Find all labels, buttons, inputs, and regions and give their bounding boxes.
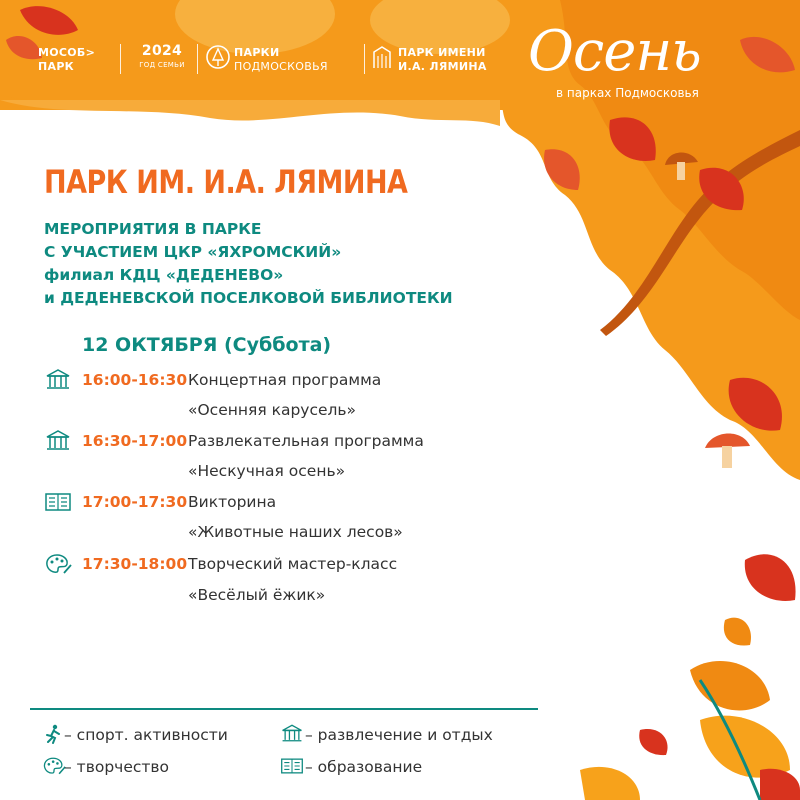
event-time: 17:00-17:30 bbox=[82, 493, 188, 511]
palette-icon bbox=[44, 553, 72, 575]
pine-icon bbox=[206, 44, 230, 72]
event-subtitle-name: «Осенняя карусель» bbox=[188, 401, 357, 419]
logo-park-lyamina bbox=[398, 46, 518, 74]
logo-lyamina-line2: И.А. ЛЯМИНА bbox=[398, 60, 487, 73]
subtitle-line: и ДЕДЕНЕВСКОЙ ПОСЕЛКОВОЙ БИБЛИОТЕКИ bbox=[44, 289, 453, 307]
logo-mosobl-line1: МОСОБ> bbox=[38, 46, 96, 59]
event-title: Концертная программа bbox=[188, 371, 382, 389]
logo-lyamina-line1: ПАРК ИМЕНИ bbox=[398, 46, 486, 59]
logo-mosobl-line2: ПАРК bbox=[38, 60, 74, 73]
event-subtitle-name: «Нескучная осень» bbox=[188, 462, 346, 480]
event-subtitle-name: «Весёлый ёжик» bbox=[188, 586, 326, 604]
logo-separator bbox=[197, 44, 198, 74]
carousel-icon bbox=[44, 368, 72, 390]
logo-parks-line2: ПОДМОСКОВЬЯ bbox=[234, 60, 328, 73]
logo-year-line1: 2024 bbox=[141, 43, 183, 59]
logo-year-line2: ГОД СЕМЬИ bbox=[139, 61, 185, 69]
park-gate-icon bbox=[372, 44, 392, 72]
event-subtitle-name: «Животные наших лесов» bbox=[188, 523, 403, 541]
logo-parks-podmoskovya bbox=[234, 46, 354, 74]
brand-subtitle: в парках Подмосковья bbox=[556, 86, 699, 100]
palette-icon bbox=[42, 756, 66, 776]
carousel-icon bbox=[44, 429, 72, 451]
legend-divider bbox=[30, 708, 538, 710]
legend-label-education: – образование bbox=[305, 758, 423, 776]
logo-separator bbox=[120, 44, 121, 74]
brand-title: Осень bbox=[528, 19, 701, 84]
event-time: 16:00-16:30 bbox=[82, 371, 188, 389]
legend-label-creativity: – творчество bbox=[64, 758, 170, 776]
logo-year-of-family bbox=[132, 44, 192, 72]
legend-label-entertainment: – развлечение и отдых bbox=[305, 726, 493, 744]
legend-label-sport: – спорт. активности bbox=[64, 726, 228, 744]
runner-icon bbox=[42, 724, 66, 744]
logo-mosobl-park bbox=[38, 46, 108, 74]
event-subtitle bbox=[44, 218, 564, 310]
event-date: 12 ОКТЯБРЯ (Суббота) bbox=[82, 334, 332, 356]
event-title: Творческий мастер-класс bbox=[188, 555, 398, 573]
subtitle-line: С УЧАСТИЕМ ЦКР «ЯХРОМСКИЙ» bbox=[44, 243, 342, 261]
subtitle-line: МЕРОПРИЯТИЯ В ПАРКЕ bbox=[44, 220, 262, 238]
event-title: Викторина bbox=[188, 493, 277, 511]
event-title: Развлекательная программа bbox=[188, 432, 424, 450]
event-time: 17:30-18:00 bbox=[82, 555, 188, 573]
logo-separator bbox=[364, 44, 365, 74]
carousel-icon bbox=[280, 723, 304, 743]
park-title: ПАРК ИМ. И.А. ЛЯМИНА bbox=[44, 164, 408, 202]
event-time: 16:30-17:00 bbox=[82, 432, 188, 450]
book-icon bbox=[44, 491, 72, 513]
logo-parks-line1: ПАРКИ bbox=[234, 46, 280, 59]
book-icon bbox=[280, 756, 304, 776]
subtitle-line: филиал КДЦ «ДЕДЕНЕВО» bbox=[44, 266, 284, 284]
